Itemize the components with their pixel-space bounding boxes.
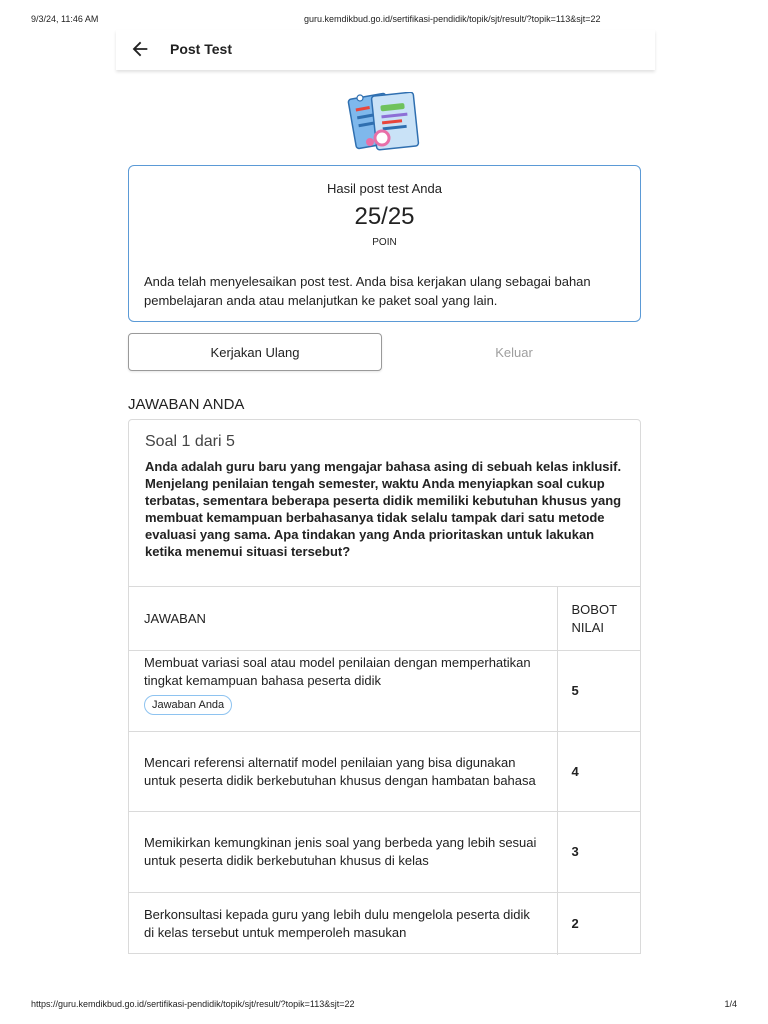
table-header-row bbox=[128, 587, 641, 651]
question-number: Soal 1 dari 5 bbox=[145, 433, 235, 450]
answer-cell: Berkonsultasi kepada guru yang lebih dulu mengelola peserta didik di kelas tersebut untuk memperoleh masukan bbox=[128, 893, 557, 955]
weight-cell: 5 bbox=[557, 651, 641, 732]
print-datetime: 9/3/24, 11:46 AM bbox=[31, 14, 99, 24]
weight-cell: 4 bbox=[557, 732, 641, 812]
exit-button[interactable]: Keluar bbox=[388, 333, 640, 371]
result-heading: Hasil post test Anda bbox=[327, 181, 442, 196]
arrow-left-icon[interactable] bbox=[129, 38, 151, 60]
answer-text: Membuat variasi soal atau model penilaian dengan memperhatikan tingkat kemampuan bahasa peserta didik bbox=[144, 655, 531, 688]
test-documents-illustration bbox=[346, 92, 426, 154]
print-footer bbox=[31, 999, 737, 1011]
print-header-url: guru.kemdikbud.go.id/sertifikasi-pendidik/topik/sjt/result/?topik=113&sjt=22 bbox=[304, 14, 601, 24]
result-card bbox=[128, 165, 641, 322]
table-row bbox=[128, 732, 641, 812]
weight-cell: 2 bbox=[557, 893, 641, 955]
result-message: Anda telah menyelesaikan post test. Anda bisa kerjakan ulang sebagai bahan pembelajaran anda atau melanjutkan ke paket soal yang lain. bbox=[144, 274, 591, 308]
retry-button[interactable]: Kerjakan Ulang bbox=[128, 333, 382, 371]
page-title: Post Test bbox=[170, 41, 232, 57]
question-text: Anda adalah guru baru yang mengajar bahasa asing di sebuah kelas inklusif. Menjelang penilaian tengah semester, waktu Anda menyiapkan soal cukup terbatas, sementara beberapa peserta didik memiliki kebutuhan khusus yang membuat kemampuan berbahasanya tidak selalu tampak dari satu metode evaluasi yang sama. Apa tindakan yang Anda prioritaskan untuk lakukan ketika menemui situasi tersebut? bbox=[145, 459, 622, 559]
answer-cell bbox=[128, 651, 557, 732]
answer-cell: Mencari referensi alternatif model penilaian yang bisa digunakan untuk peserta didik berkebutuhan khusus dengan hambatan bahasa bbox=[128, 732, 557, 812]
result-unit: POIN bbox=[372, 237, 397, 248]
result-score: 25/25 bbox=[354, 203, 415, 230]
your-answer-badge: Jawaban Anda bbox=[144, 695, 232, 715]
answers-table bbox=[128, 586, 641, 955]
weight-column-header: BOBOT NILAI bbox=[557, 587, 641, 651]
print-footer-url: https://guru.kemdikbud.go.id/sertifikasi-pendidik/topik/sjt/result/?topik=113&sjt=22 bbox=[31, 999, 355, 1009]
answers-section-title: JAWABAN ANDA bbox=[128, 396, 245, 413]
print-header bbox=[31, 14, 737, 26]
answer-column-header: JAWABAN bbox=[128, 587, 557, 651]
weight-cell: 3 bbox=[557, 812, 641, 893]
print-page-number: 1/4 bbox=[724, 999, 737, 1009]
table-row bbox=[128, 893, 641, 955]
answer-cell: Memikirkan kemungkinan jenis soal yang berbeda yang lebih sesuai untuk peserta didik berkebutuhan khusus di kelas bbox=[128, 812, 557, 893]
table-row bbox=[128, 812, 641, 893]
table-row bbox=[128, 651, 641, 732]
app-bar bbox=[116, 30, 655, 70]
question-card bbox=[128, 419, 641, 954]
